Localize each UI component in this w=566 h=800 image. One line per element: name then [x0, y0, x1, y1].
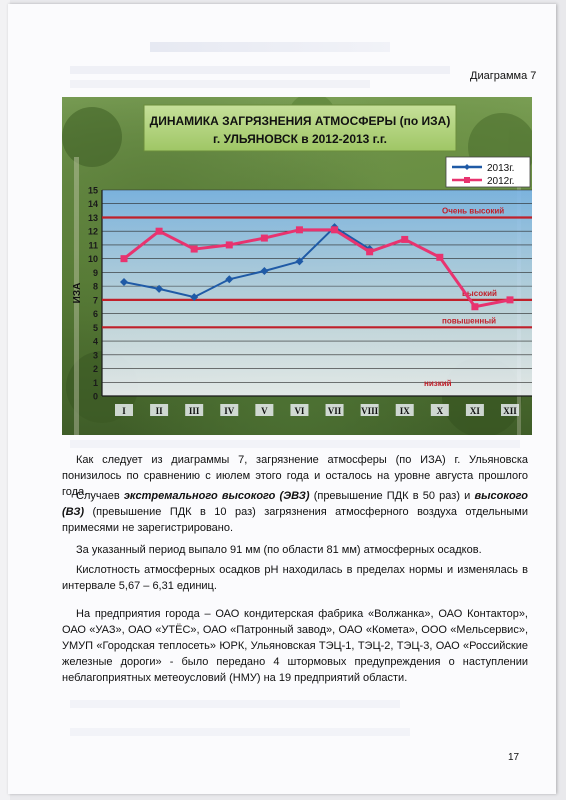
y-tick-label: 0	[92, 391, 98, 402]
x-tick-label: II	[155, 406, 163, 416]
bleed-through-line	[150, 42, 390, 52]
data-point	[261, 235, 268, 242]
bleed-through-line	[70, 80, 370, 88]
paragraph-5: На предприятия города – ОАО кондитерская фабрика «Волжанка», ОАО Контактор», ОАО «УАЗ», ОАО «УТЁС», ОАО «Патронный завод», ОАО «Комета», ООО «Мельсервис», УМУП «Городская теплосеть» ЮРК, Ульяновская ТЭЦ-1, ТЭЦ-2, ТЭЦ-3, ОАО «Российские железные дороги» - было передано 4 штормовых предупреждения о наступлении неблагоприятных метеоусловий (НМУ) на 19 предприятий области.	[62, 608, 528, 684]
y-tick-label: 10	[87, 254, 98, 265]
paragraph-2-vz: высокого (ВЗ)	[62, 490, 528, 518]
bleed-through-line	[70, 700, 400, 708]
paragraph-2-part-c: (превышение ПДК в 50 раз) и	[309, 490, 475, 502]
y-tick-label: 3	[92, 350, 98, 361]
x-tick-label: VI	[294, 406, 305, 416]
y-tick-label: 2	[92, 364, 98, 375]
legend-label: 2012г.	[487, 176, 515, 187]
data-point	[191, 246, 198, 253]
x-tick-label: IV	[224, 406, 235, 416]
threshold-label: высокий	[462, 288, 497, 298]
y-tick-label: 11	[88, 240, 98, 251]
diagram-label: Диаграмма 7	[470, 70, 537, 82]
paragraph-2-part-a: Случаев	[76, 490, 124, 502]
threshold-label: повышенный	[442, 316, 496, 326]
page-number: 17	[508, 752, 520, 763]
data-point	[436, 254, 443, 261]
y-tick-label: 9	[92, 267, 98, 278]
paragraph-3: За указанный период выпало 91 мм (по области 81 мм) атмосферных осадков.	[76, 544, 482, 556]
bleed-through-line	[70, 728, 410, 736]
data-point	[121, 255, 128, 262]
y-tick-label: 4	[92, 336, 98, 347]
chart-subtitle: г. УЛЬЯНОВСК в 2012-2013 г.г.	[213, 132, 387, 146]
legend-label: 2013г.	[487, 163, 515, 174]
line-chart	[62, 97, 532, 435]
threshold-label: Очень высокий	[442, 206, 505, 216]
data-point	[226, 241, 233, 248]
y-tick-label: 6	[92, 309, 98, 320]
paragraph-1: Как следует из диаграммы 7, загрязнение атмосферы (по ИЗА) г. Ульяновска понизилось по сравнению с июлем этого года и осталось на уровне августа прошлого года.	[62, 454, 528, 498]
paragraph-2-evz: экстремального высокого (ЭВЗ)	[123, 490, 310, 502]
x-tick-label: V	[261, 406, 268, 416]
data-point	[296, 226, 303, 233]
data-point	[156, 228, 163, 235]
x-tick-label: VIII	[361, 406, 379, 416]
chart-title: ДИНАМИКА ЗАГРЯЗНЕНИЯ АТМОСФЕРЫ (по ИЗА)	[149, 114, 451, 128]
data-point	[471, 303, 478, 310]
x-tick-label: X	[436, 406, 444, 416]
y-tick-label: 1	[92, 377, 98, 388]
paragraph-2	[62, 488, 528, 536]
y-axis-label: ИЗА	[72, 282, 83, 304]
y-tick-label: 12	[87, 226, 98, 237]
x-tick-label: IX	[399, 406, 410, 416]
y-tick-label: 13	[87, 212, 98, 223]
x-tick-label: I	[122, 406, 126, 416]
y-tick-label: 7	[92, 295, 98, 306]
x-tick-label: XI	[469, 406, 480, 416]
paragraph-2-part-e: (превышение ПДК в 10 раз) загрязнения атмосферного воздуха отдельными примесями не зарегистрировано.	[62, 506, 528, 534]
legend-marker	[464, 177, 470, 183]
data-point	[366, 248, 373, 255]
bleed-through-line	[70, 440, 520, 448]
x-tick-label: VII	[327, 406, 342, 416]
y-tick-label: 8	[92, 281, 98, 292]
data-point	[507, 296, 514, 303]
data-point	[331, 226, 338, 233]
paragraph-4: Кислотность атмосферных осадков рН находилась в пределах нормы и изменялась в интервале 5,67 – 6,31 единиц.	[62, 564, 528, 592]
y-tick-label: 5	[92, 322, 98, 333]
threshold-label: низкий	[424, 378, 452, 388]
bleed-through-line	[70, 66, 450, 74]
x-tick-label: III	[188, 406, 200, 416]
data-point	[401, 236, 408, 243]
y-tick-label: 15	[87, 185, 98, 196]
x-tick-label: XII	[503, 406, 517, 416]
y-tick-label: 14	[87, 199, 98, 210]
chart-photo	[62, 97, 532, 435]
